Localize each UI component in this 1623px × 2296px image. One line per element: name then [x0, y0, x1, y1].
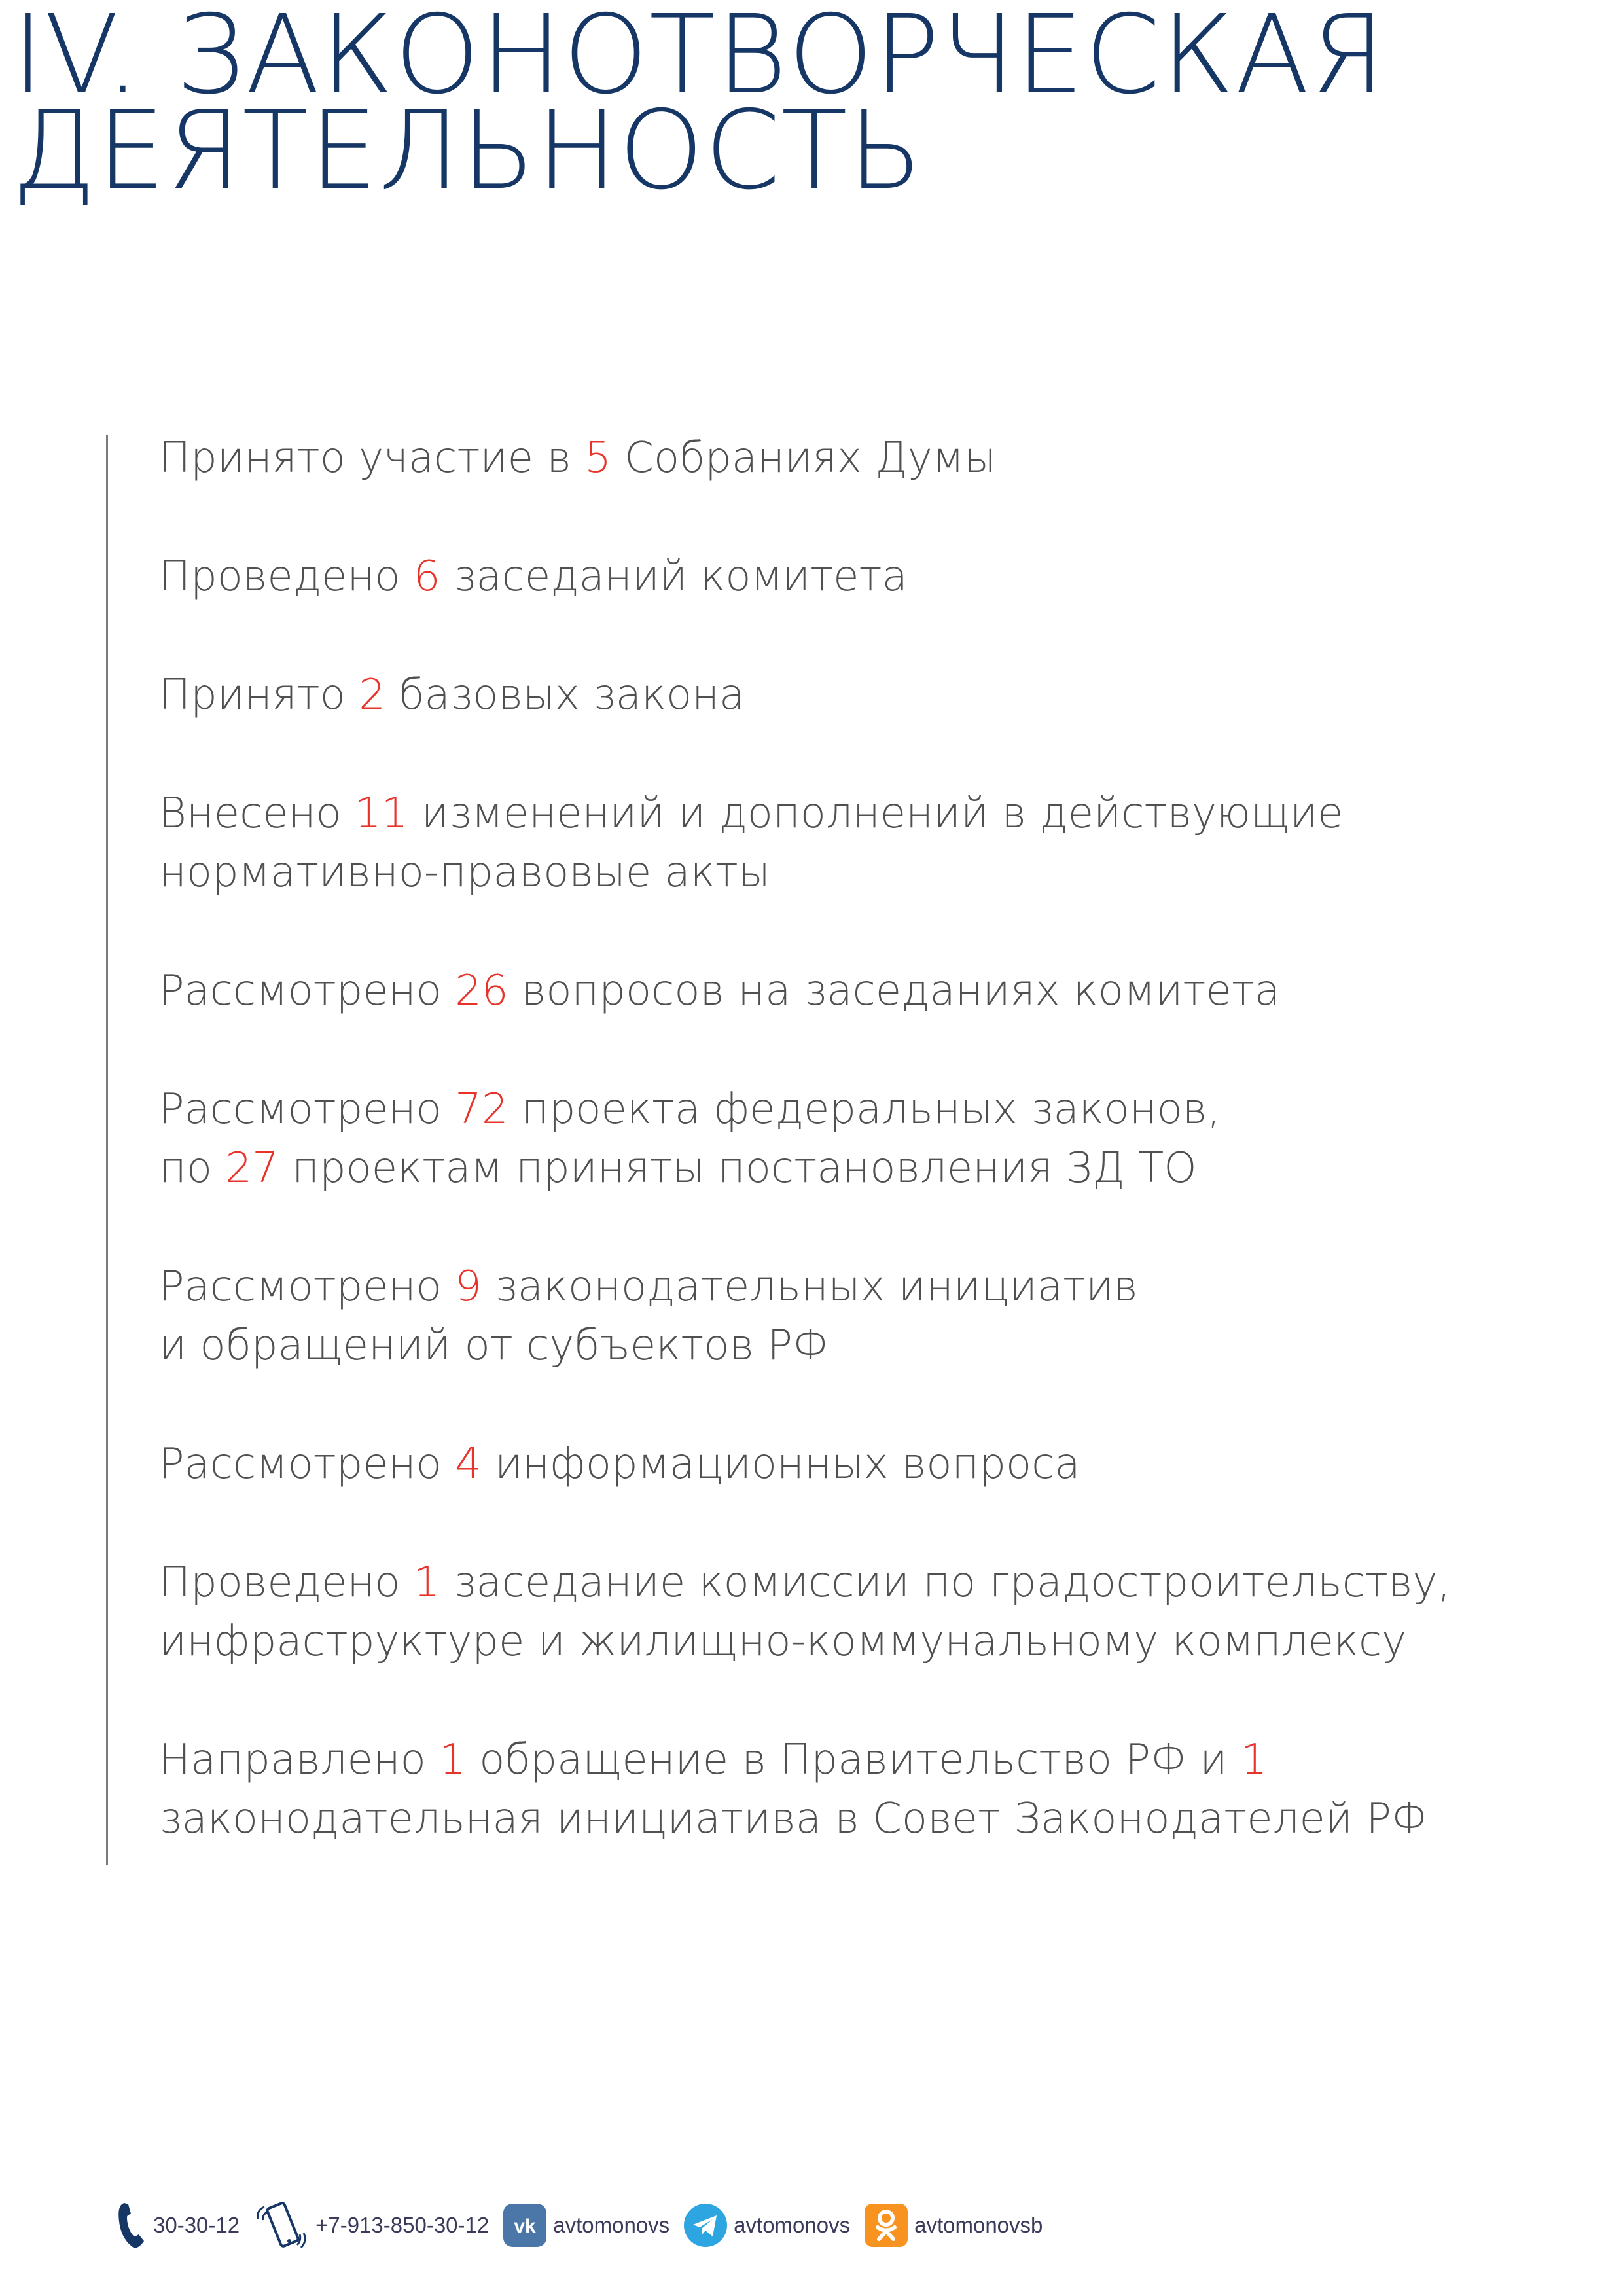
stat-number: 27: [225, 1144, 279, 1193]
stat-number: 2: [359, 671, 385, 719]
stat-number: 4: [455, 1440, 482, 1488]
stat-text: Собраниях Думы: [611, 434, 996, 482]
stat-text: по: [159, 1144, 226, 1193]
stat-text: нормативно-правовые акты: [159, 848, 770, 897]
stat-text: Рассмотрено: [159, 1085, 455, 1134]
stats-list: [159, 429, 1566, 1908]
stat-line: [159, 784, 1566, 843]
stat-number: 1: [1240, 1736, 1268, 1784]
stat-line: [159, 1080, 1566, 1139]
stat-line: [159, 1789, 1566, 1848]
stat-number: 6: [413, 552, 440, 601]
stat-number: 11: [355, 789, 408, 838]
stat-item: [159, 547, 1566, 606]
page-title: [12, 0, 1387, 214]
stat-number: 26: [455, 967, 508, 1015]
stat-number: 72: [455, 1085, 508, 1134]
stat-item: [159, 1080, 1566, 1198]
stat-line: [159, 961, 1566, 1020]
stat-line: [159, 1139, 1566, 1198]
telegram-handle: avtomonovs: [734, 2213, 851, 2237]
stat-item: [159, 1257, 1566, 1375]
stat-text: Рассмотрено: [159, 1440, 455, 1488]
stat-line: [159, 1435, 1566, 1494]
stat-text: Принято участие в: [159, 434, 585, 482]
stat-text: Проведено: [159, 552, 414, 601]
stat-text: Направлено: [159, 1736, 440, 1784]
stat-item: [159, 961, 1566, 1020]
title-line-1: IV. ЗАКОНОТВОРЧЕСКАЯ: [12, 0, 1387, 118]
stat-item: [159, 666, 1566, 725]
vk-icon: [503, 2204, 546, 2247]
mobile-number: +7-913-850-30-12: [315, 2213, 490, 2237]
stat-text: и обращений от субъектов РФ: [159, 1321, 829, 1370]
stat-text: Проведено: [159, 1558, 414, 1607]
stat-text: изменений и дополнений в действующие: [408, 789, 1344, 838]
stat-text: информационных вопроса: [481, 1440, 1080, 1488]
contact-mobile[interactable]: [254, 2200, 489, 2250]
stat-text: Рассмотрено: [159, 1263, 455, 1311]
stat-item: [159, 1435, 1566, 1494]
contact-vk[interactable]: [503, 2204, 669, 2247]
stat-line: [159, 1731, 1566, 1789]
stat-item: [159, 429, 1566, 488]
stat-line: [159, 1553, 1566, 1612]
stat-text: Внесено: [159, 789, 355, 838]
stat-text: проектам приняты постановления ЗД ТО: [278, 1144, 1197, 1193]
stat-number: 1: [413, 1558, 440, 1607]
phone-icon: [116, 2202, 147, 2249]
stat-line: [159, 547, 1566, 606]
stat-text: заседание комиссии по градостроительству,: [440, 1558, 1451, 1607]
odnoklassniki-icon: [865, 2204, 908, 2247]
stat-line: [159, 1612, 1566, 1671]
vk-handle: avtomonovs: [553, 2213, 670, 2237]
stat-text: базовых закона: [385, 671, 745, 719]
stat-line: [159, 1257, 1566, 1316]
stat-text: проекта федеральных законов,: [508, 1085, 1221, 1134]
stat-text: Принято: [159, 671, 359, 719]
stat-text: обращение в Правительство РФ и: [465, 1736, 1241, 1784]
stat-number: 9: [455, 1263, 482, 1311]
mobile-phone-icon: [254, 2200, 309, 2250]
stat-line: [159, 429, 1566, 488]
contact-ok[interactable]: [865, 2204, 1043, 2247]
stat-text: Рассмотрено: [159, 967, 455, 1015]
stat-text: законодательная инициатива в Совет Законодателей РФ: [159, 1795, 1427, 1843]
phone-number: 30-30-12: [153, 2213, 240, 2237]
vertical-divider: [106, 435, 108, 1865]
stat-line: [159, 843, 1566, 902]
telegram-icon: [684, 2204, 727, 2247]
stat-text: заседаний комитета: [440, 552, 908, 601]
svg-text:vk: vk: [514, 2215, 536, 2237]
stat-item: [159, 1553, 1566, 1671]
stat-text: законодательных инициатив: [481, 1263, 1138, 1311]
ok-handle: avtomonovsb: [914, 2213, 1043, 2237]
stat-line: [159, 1316, 1566, 1375]
stat-item: [159, 784, 1566, 902]
contact-phone[interactable]: [116, 2202, 240, 2249]
contact-telegram[interactable]: [684, 2204, 850, 2247]
stat-number: 1: [439, 1736, 466, 1784]
stat-number: 5: [584, 434, 611, 482]
stat-text: вопросов на заседаниях комитета: [508, 967, 1281, 1015]
contact-footer: [116, 2199, 1057, 2251]
stat-line: [159, 666, 1566, 725]
title-line-2: ДЕЯТЕЛЬНОСТЬ: [12, 88, 923, 214]
stat-text: инфраструктуре и жилищно-коммунальному комплексу: [159, 1617, 1407, 1666]
stat-item: [159, 1731, 1566, 1848]
